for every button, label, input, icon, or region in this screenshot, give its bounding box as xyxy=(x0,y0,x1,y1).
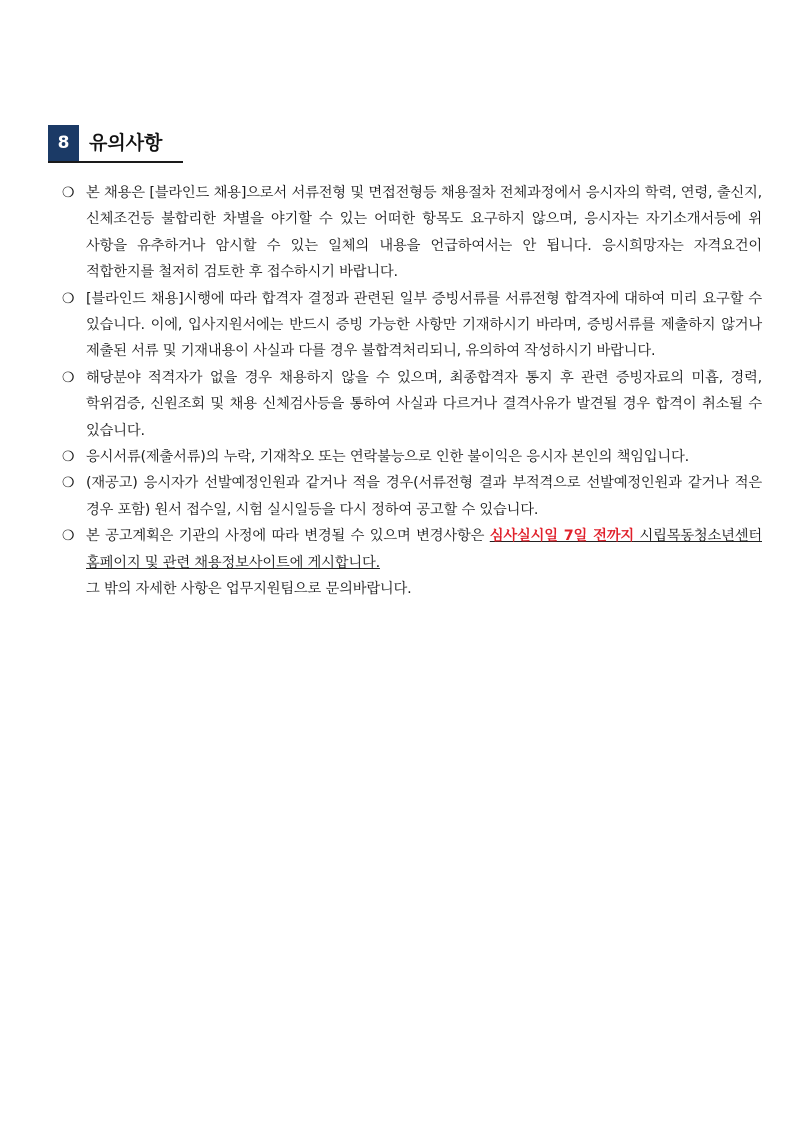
bullet-circle-icon: ❍ xyxy=(62,475,75,492)
section-header xyxy=(48,125,183,163)
notice-list xyxy=(62,180,762,603)
notice-item xyxy=(62,470,762,523)
posting-location-text: 시립목동청소년센터 홈페이지 및 관련 채용정보사이트에 게시합니다. xyxy=(86,528,762,571)
notice-item-text: [블라인드 채용]시행에 따라 합격자 결정과 관련된 일부 증빙서류를 서류전형 합격자에 대하여 미리 요구할 수 있습니다. 이에, 입사지원서에는 반드시 증빙 가능한 사항만 기재하시기 바라며, 증빙서류를 제출하지 않거나 제출된 서류 및 기재내용이 사실과 다를 경우 불합격처리되니, 유의하여 작성하시기 바랍니다. xyxy=(86,290,762,360)
notice-item-schedule-change xyxy=(62,523,762,576)
notice-item-text: 본 채용은 [블라인드 채용]으로서 서류전형 및 면접전형등 채용절차 전체과정에서 응시자의 학력, 연령, 출신지, 신체조건등 불합리한 차별을 야기할 수 있는 어떠한 항목도 요구하지 않으며, 응시자는 자기소개서등에 위 사항을 유추하거나 암시할 수 있는 일체의 내용을 언급하여서는 안 됩니다. 응시희망자는 자격요건이 적합한지를 철저히 검토한 후 접수하시기 바랍니다. xyxy=(86,185,762,281)
bullet-circle-icon: ❍ xyxy=(62,185,75,201)
notice-item xyxy=(62,180,762,286)
bullet-circle-icon: ❍ xyxy=(62,528,75,545)
notice-item-text: 해당분야 적격자가 없을 경우 채용하지 않을 수 있으며, 최종합격자 통지 후 관련 증빙자료의 미흡, 경력, 학위검증, 신원조회 및 채용 신체검사등을 통하여 사실과 다르거나 결격사유가 발견될 경우 합격이 취소될 수 있습니다. xyxy=(86,369,762,439)
deadline-highlight: 심사실시일 7일 전까지 xyxy=(489,528,634,545)
bullet-circle-icon: ❍ xyxy=(62,290,75,307)
notice-item-text: 응시서류(제출서류)의 누락, 기재착오 또는 연락불능으로 인한 불이익은 응시자 본인의 책임입니다. xyxy=(86,449,689,466)
notice-item xyxy=(62,286,762,365)
notice-item-text: (재공고) 응시자가 선발예정인원과 같거나 적을 경우(서류전형 결과 부적격으로 선발예정인원과 같거나 적은 경우 포함) 원서 접수일, 시험 실시일등을 다시 정하여 공고할 수 있습니다. xyxy=(86,475,762,518)
section-number-badge: 8 xyxy=(48,125,79,161)
bullet-circle-icon: ❍ xyxy=(62,449,75,466)
notice-item xyxy=(62,365,762,444)
section-title: 유의사항 xyxy=(89,132,163,154)
bullet-circle-icon: ❍ xyxy=(62,369,75,386)
notice-item xyxy=(62,444,762,470)
closing-note: 그 밖의 자세한 사항은 업무지원팀으로 문의바랍니다. xyxy=(86,581,412,598)
notice-item-text: 본 공고계획은 기관의 사정에 따라 변경될 수 있으며 변경사항은 xyxy=(86,528,490,545)
